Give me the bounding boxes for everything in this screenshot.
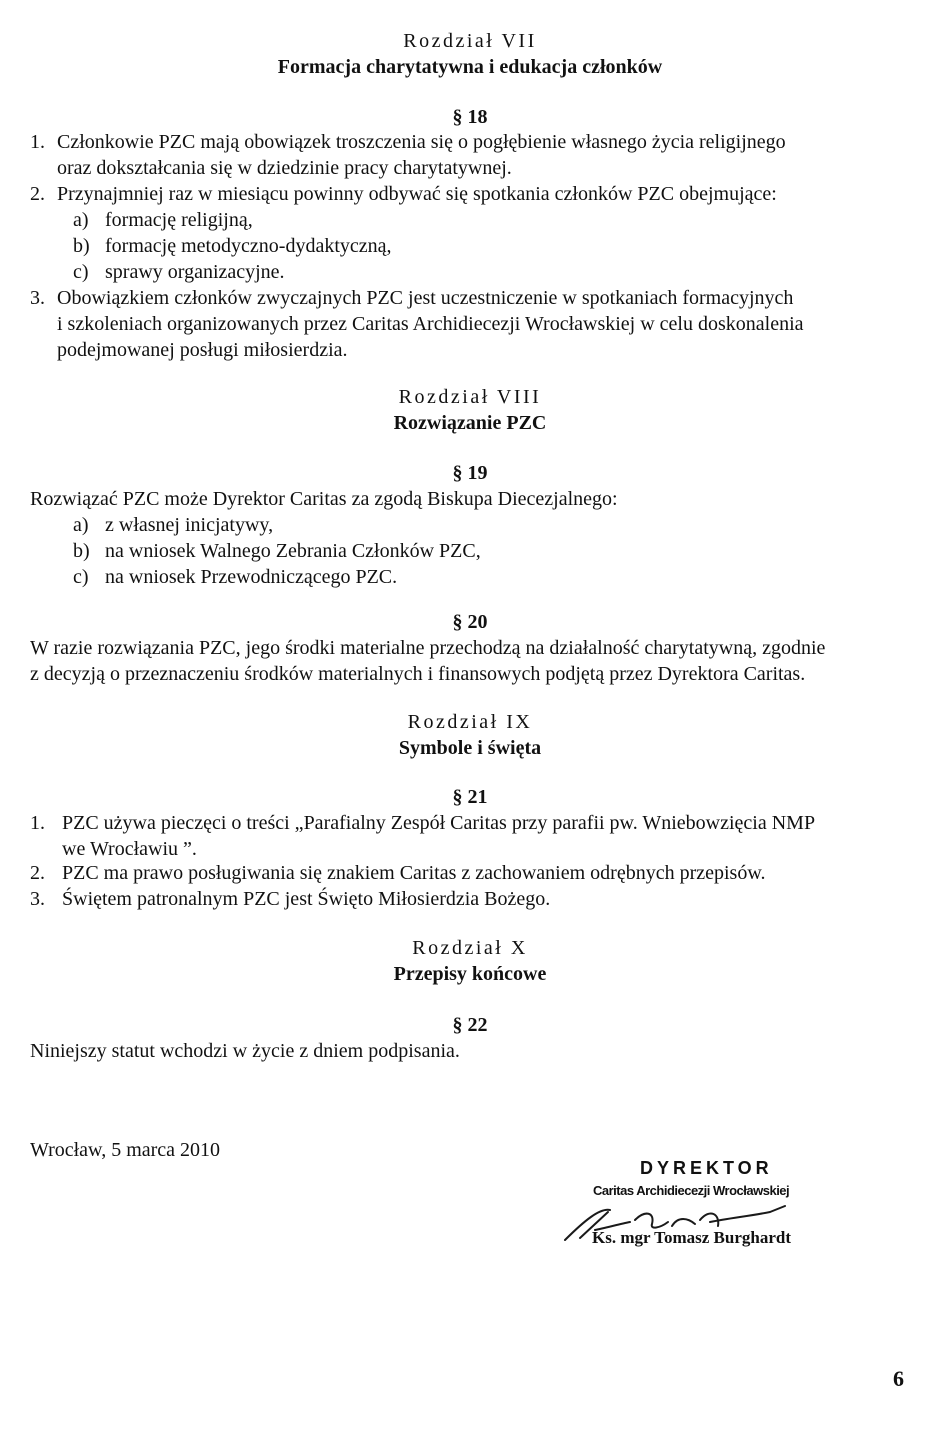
section-21: § 21 <box>452 786 488 808</box>
stamp-title: DYREKTOR <box>640 1158 773 1178</box>
paragraph: Niniejszy statut wchodzi w życie z dniem podpisania. <box>30 1040 460 1062</box>
chapter-10-title: Przepisy końcowe <box>393 963 547 985</box>
sub-text: formację religijną, <box>105 209 253 231</box>
stamp-org: Caritas Archidiecezji Wrocławskiej <box>593 1183 790 1198</box>
item-text: PZC ma prawo posługiwania się znakiem Caritas z zachowaniem odrębnych przepisów. <box>62 862 766 884</box>
sub-text: z własnej inicjatywy, <box>105 514 274 536</box>
section-20: § 20 <box>452 611 488 633</box>
sub-letter: c) <box>73 566 89 588</box>
item-number: 3. <box>30 888 45 910</box>
item-text: Przynajmniej raz w miesiącu powinny odbywać się spotkania członków PZC obejmujące: <box>57 183 777 205</box>
item-number: 3. <box>30 287 45 309</box>
item-number: 2. <box>30 183 45 205</box>
sub-letter: b) <box>73 235 90 257</box>
item-text: podejmowanej posługi miłosierdzia. <box>57 339 348 361</box>
sub-text: na wniosek Walnego Zebrania Członków PZC, <box>105 540 481 562</box>
chapter-8-title: Rozwiązanie PZC <box>393 412 547 434</box>
paragraph: z decyzją o przeznaczeniu środków materialnych i finansowych podjętą przez Dyrektora Caritas. <box>30 663 806 685</box>
chapter-10-heading: Rozdział X <box>412 937 528 959</box>
section-19: § 19 <box>452 462 488 484</box>
section-22: § 22 <box>452 1014 488 1036</box>
item-number: 1. <box>30 812 45 834</box>
chapter-9-title: Symbole i święta <box>398 737 542 759</box>
sub-text: formację metodyczno-dydaktyczną, <box>105 235 392 257</box>
chapter-9-heading: Rozdział IX <box>407 711 533 733</box>
item-number: 1. <box>30 131 45 153</box>
item-text: Świętem patronalnym PZC jest Święto Miłosierdzia Bożego. <box>62 888 551 910</box>
sub-text: na wniosek Przewodniczącego PZC. <box>105 566 398 588</box>
item-text: i szkoleniach organizowanych przez Caritas Archidiecezji Wrocławskiej w celu doskonalenia <box>57 313 804 335</box>
chapter-8-heading: Rozdział VIII <box>398 386 542 408</box>
chapter-7-heading: Rozdział VII <box>403 30 537 52</box>
section-18: § 18 <box>452 106 488 128</box>
item-text: Obowiązkiem członków zwyczajnych PZC jest uczestniczenie w spotkaniach formacyjnych <box>57 287 794 309</box>
chapter-7-title: Formacja charytatywna i edukacja członków <box>277 56 663 78</box>
sub-text: sprawy organizacyjne. <box>105 261 285 283</box>
item-number: 2. <box>30 862 45 884</box>
item-text: oraz dokształcania się w dziedzinie pracy charytatywnej. <box>57 157 512 179</box>
sub-letter: a) <box>73 514 89 536</box>
stamp-name: Ks. mgr Tomasz Burghardt <box>592 1228 791 1247</box>
item-text: PZC używa pieczęci o treści „Parafialny Zespół Caritas przy parafii pw. Wniebowzięcia NMP <box>62 812 816 834</box>
paragraph: Rozwiązać PZC może Dyrektor Caritas za zgodą Biskupa Diecezjalnego: <box>30 488 618 510</box>
item-text: Członkowie PZC mają obowiązek troszczenia się o pogłębienie własnego życia religijnego <box>57 131 786 153</box>
place-date: Wrocław, 5 marca 2010 <box>30 1139 221 1161</box>
item-text: we Wrocławiu ”. <box>62 838 197 860</box>
sub-letter: b) <box>73 540 90 562</box>
sub-letter: c) <box>73 261 89 283</box>
sub-letter: a) <box>73 209 89 231</box>
page-number: 6 <box>893 1366 904 1391</box>
paragraph: W razie rozwiązania PZC, jego środki materialne przechodzą na działalność charytatywną, zgodnie <box>30 637 826 659</box>
